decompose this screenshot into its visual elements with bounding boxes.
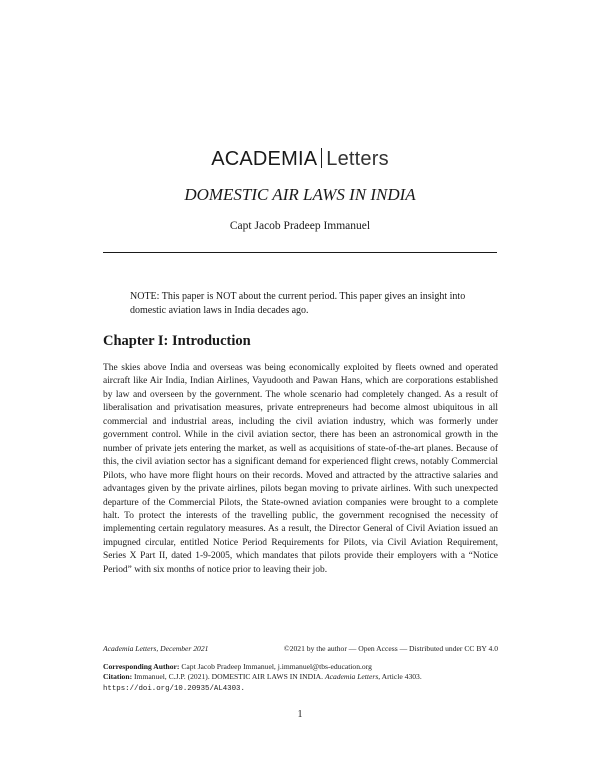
corresponding-author-line bbox=[103, 662, 498, 672]
citation-line bbox=[103, 672, 498, 682]
journal-date: Academia Letters, December 2021 bbox=[103, 644, 209, 653]
academia-letters-logo bbox=[0, 148, 600, 171]
citation-text: Immanuel, C.J.P. (2021). DOMESTIC AIR LAWS IN INDIA. bbox=[134, 672, 324, 682]
article-note: NOTE: This paper is NOT about the current period. This paper gives an insight into domestic aviation laws in India decades ago. bbox=[130, 291, 466, 316]
article-author: Capt Jacob Pradeep Immanuel bbox=[229, 220, 371, 232]
footer-meta bbox=[103, 644, 498, 653]
citation-journal: Academia Letters bbox=[324, 672, 379, 682]
title-divider bbox=[103, 252, 497, 253]
doi-line bbox=[103, 683, 498, 694]
correspondence-block bbox=[103, 662, 498, 694]
page-number: 1 bbox=[297, 709, 303, 720]
logo-separator bbox=[321, 148, 322, 168]
brand-name: ACADEMIA bbox=[211, 148, 318, 170]
brand-subtitle: Letters bbox=[326, 148, 389, 170]
corr-label: Corresponding Author: bbox=[103, 662, 180, 671]
chapter-heading: Chapter I: Introduction bbox=[103, 333, 251, 349]
citation-article: , Article 4303. bbox=[378, 672, 422, 682]
license-text: ©2021 by the author — Open Access — Distributed under CC BY 4.0 bbox=[283, 644, 498, 653]
article-title: DOMESTIC AIR LAWS IN INDIA bbox=[184, 185, 416, 204]
citation-label: Citation: bbox=[103, 672, 133, 682]
body-paragraph: The skies above India and overseas was being economically exploited by fleets owned and operated aircraft like Air India, Indian Airlines, Vayudooth and Pawan Hans, which are corporations established by law and overseen by the government. The whole scenario had completely changed. As a result of liberalisation and privatisation measures, private entrepreneurs had become almost ubiquitous in all commercial and industrial areas, including the civil aviation industry, which was formerly under government control. While in the civil aviation sector, there has been an astronomical growth in the number of private jets entering the market, as well as acquisitions of state-of-the-art planes. Because of this, the civil aviation sector has a significant demand for experienced flight crews, notably Commercial Pilots, who have more flight hours on their records. Moved and attracted by the attractive salaries and advantages given by the private airlines, pilots began moving to private airlines. With such unexpected departure of the Commercial Pilots, the State-owned aviation companies were brought to a complete halt. To protect the interests of the travelling public, the government recognised the necessity of implementing certain regulatory measures. As a result, the Director General of Civil Aviation issued an impugned circular, entitled Notice Period Requirements for Pilots, via Civil Aviation Requirement, Series X Part II, dated 1-9-2005, which mandates that pilots provide their employers with a “Notice Period” with six months of notice prior to leaving their job. bbox=[103, 363, 498, 575]
corr-value: Capt Jacob Pradeep Immanuel, j.immanuel@tbs-education.org bbox=[181, 662, 372, 671]
doi-link[interactable]: https://doi.org/10.20935/AL4303. bbox=[103, 684, 245, 693]
